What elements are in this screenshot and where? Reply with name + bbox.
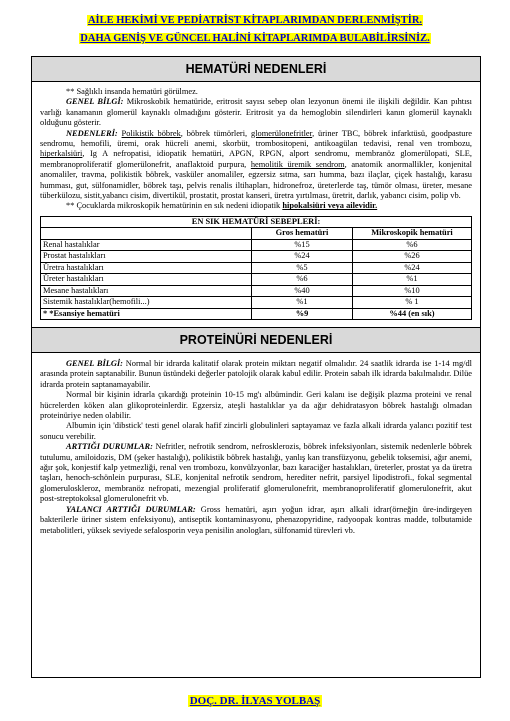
row-gros: %15 — [252, 239, 353, 251]
causes-text-5: , anatomik anormallikler, konjenital anomaliler, travma, polikistik böbrek, vasküler anomaliler, egzersiz sıtma, sarı humma, bazı ilaçlar, çiçek hastalığı, karasu humması, gut, sülfonamidler, böbrek taşı, pelvis renalis iltihapları, hidronefroz, üreterlerde taş, tümör olması, üreter, mesane tüberkülozu, sistit,yabancı cisim, divertikül, prostatit, prostat kanseri, üretra yırtılması, üretrit, darlık, yabancı cisim, polip vb. — [40, 159, 472, 201]
row-label: Renal hastalıklar — [41, 239, 252, 251]
proteinuria-false — [40, 505, 472, 536]
causes-hypercalciuria: hiperkalsiüri — [40, 149, 83, 159]
general-text: Mikroskobik hematüride, eritrosit sayısı sebep olan lezyonun önemi ile ilişkili değildir. Kan pıhtısı varlığı kanamanın glomerül kaynaklı olmadığını gösterir. Eritrosit ya da hemoglobin silendirleri kanın glomerül kaynaklı olduğunu gösterir. — [40, 97, 472, 128]
healthy-note: ** Sağlıklı insanda hematüri görülmez. — [66, 87, 198, 96]
child-note-bold: hipokalsiüri veya ailevidir. — [282, 201, 378, 211]
table-row — [41, 274, 472, 286]
increase-label: ARTTIĞI DURUMLAR: — [66, 442, 153, 452]
table-row — [41, 285, 472, 297]
causes-text-4: , Ig A nefropatisi, idiopatik hematüri, APGN, RPGN, alport sendromu, membranöz glomerülopati, SLE, membranoproliferatif glomerülonefrit, anaflaktoid purpura, — [40, 149, 472, 169]
table-header-micro: Mikroskopik hematüri — [353, 228, 472, 240]
hematuria-title: HEMATÜRİ NEDENLERİ — [32, 57, 480, 82]
proteinuria-title: PROTEİNÜRİ NEDENLERİ — [32, 327, 480, 353]
proteinuria-section — [32, 353, 480, 536]
proteinuria-p2: Normal bir kişinin idrarla çıkardığı proteinin 10-15 mg'ı albümindir. Geri kalanı ise değişik plazma proteini ve renal hücrelerden köken alan glikoproteinlerdir. Egzersiz, ateşli hastalıklar ya da ağır dehidratasyon böbrek hastalığı olmadan proteinüriye neden olabilir. — [40, 390, 472, 421]
child-note-text: ** Çocuklarda mikroskopik hematürinin en sık nedeni idiopatik — [66, 201, 283, 211]
row-micro: %44 (en sık) — [353, 308, 472, 320]
row-micro: %26 — [353, 251, 472, 263]
row-gros: %6 — [252, 274, 353, 286]
proteinuria-general — [40, 359, 472, 390]
row-micro: %1 — [353, 274, 472, 286]
row-gros: %40 — [252, 285, 353, 297]
causes-text-3: , üriner TBC, böbrek infarktüsü, goodpasture sendromu, hemofili, üremi, orak hücreli anemi, skorbüt, trombositopeni, antikoagülan tedavisi, renal ven trombozu, — [40, 128, 473, 149]
general-label: GENEL BİLGİ: — [66, 97, 124, 107]
table-row — [41, 262, 472, 274]
false-label: YALANCI ARTTIĞI DURUMLAR: — [66, 504, 196, 514]
banner-line-2: DAHA GENİŞ VE GÜNCEL HALİNİ KİTAPLARIMDA BULABİLİRSİNİZ. — [80, 33, 430, 44]
proteinuria-increase — [40, 442, 472, 504]
row-label: * *Esansiye hematüri — [41, 308, 252, 320]
row-label: Üretra hastalıkları — [41, 262, 252, 274]
causes-polycystic: Polikistik böbrek — [121, 128, 181, 138]
author-name: DOÇ. DR. İLYAS YOLBAŞ — [189, 695, 321, 707]
table-header-empty — [41, 228, 252, 240]
row-label: Sistemik hastalıklar(hemofili...) — [41, 297, 252, 309]
table-header-row — [41, 228, 472, 240]
table-title-row — [41, 216, 472, 228]
table-header-gros: Gros hematüri — [252, 228, 353, 240]
table-row — [41, 251, 472, 263]
table-row — [41, 239, 472, 251]
row-gros: %1 — [252, 297, 353, 309]
top-banner — [0, 10, 510, 46]
table-row — [41, 308, 472, 320]
footer — [0, 691, 510, 709]
row-micro: %24 — [353, 262, 472, 274]
hematuria-causes — [40, 129, 472, 202]
row-gros: %5 — [252, 262, 353, 274]
causes-hus: hemolitik üremik sendrom — [250, 159, 345, 169]
table-row — [41, 297, 472, 309]
row-label: Üreter hastalıkları — [41, 274, 252, 286]
row-micro: %10 — [353, 285, 472, 297]
hematuria-general — [40, 97, 472, 128]
row-gros: %24 — [252, 251, 353, 263]
causes-text-2: , böbrek tümörleri, — [180, 128, 252, 138]
increase-text: Nefritler, nefrotik sendrom, nefrosklerozis, böbrek infeksiyonları, sistemik nedenlerle böbrek tutulumu, amiloidozis, DM (şeker hastalığı), polikistik böbrek hastalığı, yanlış kan transfüzyonu, gebelik toksemisi, ağır anemi, ağır şok, konjestif kalp yetmezliği, renal ven trombozu, konvülzyonlar, bazı karaciğer hastalıkları, üreterler, prostat ya da üretra taşları, henoch-schönlein purpurası, SLE, konjenital nefrotik sendrom, herediter nefrit, parsiyel lipodistrofi., fokal segmental glomerulosklerоz, membranöz nefropati, mezengial proliferatif glomerulonefrit, membranoproliferatif glomerulonefrit, akut post-streptokoksal glomerulonefrit vb. — [40, 442, 472, 504]
hematuria-section — [32, 82, 480, 327]
prot-general-label: GENEL BİLGİ: — [66, 359, 123, 368]
causes-label: NEDENLERİ: — [66, 128, 118, 138]
row-label: Mesane hastalıkları — [41, 285, 252, 297]
hematuria-causes-table — [40, 216, 472, 321]
causes-gn: glomerülonefritler — [251, 128, 313, 138]
proteinuria-p3: Albumin için 'dibstick' testi genel olarak hafif zincirli globulinleri saptayamaz ve fazla alkali idrarda yalancı pozitif test sonucu verebilir. — [40, 421, 472, 441]
row-label: Prostat hastalıkları — [41, 251, 252, 263]
prot-general-text: Normal bir idrarda kalitatif olarak protein miktarı negatif olmalıdır. 24 saatlik idrarda ise 1-14 mg/dl arasında protein saptanabilir. Bunun üstündeki değerler patolojik olarak kabul edilir. Protein sabah ilk idrarda bakılmalıdır. Dilüe idrarda protein saptanamayabilir. — [40, 359, 472, 389]
banner-line-1: AİLE HEKİMİ VE PEDİATRİST KİTAPLARIMDAN DERLENMİŞTİR. — [87, 15, 423, 26]
child-note — [40, 201, 472, 211]
row-gros: %9 — [252, 308, 353, 320]
row-micro: %6 — [353, 239, 472, 251]
false-text: Gross hematüri, aşırı yoğun idrar, aşırı alkali idrar(örneğin üre-indirgeyen bakterilerle üriner sistem enfeksiyonu), antiseptik kontaminasyonu, phenazopyridine, radyoopak kontras madde, tolbutamide metabolitleri, yüksek seviyede sefalosporin veya penisilin anologları, sülfonamid türevleri vb. — [40, 504, 472, 535]
content-frame — [31, 56, 481, 678]
row-micro: % 1 — [353, 297, 472, 309]
table-title: EN SIK HEMATÜRİ SEBEPLERİ: — [41, 216, 472, 228]
